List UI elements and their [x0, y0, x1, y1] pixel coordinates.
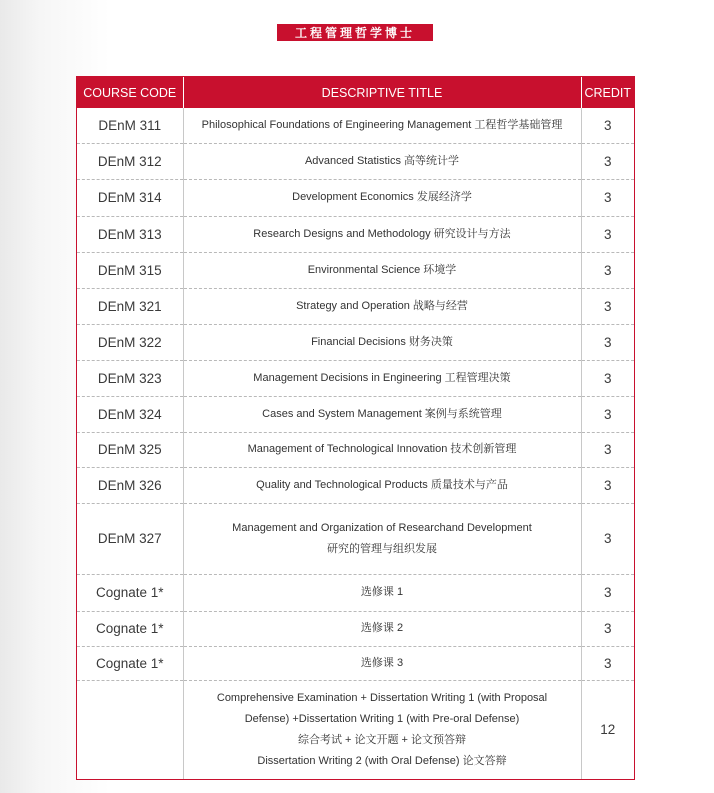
descriptive-title-cell	[183, 108, 581, 143]
table-row	[77, 503, 634, 574]
table-row	[77, 574, 634, 611]
course-code-cell	[77, 680, 183, 779]
course-code-cell: DEnM 326	[77, 467, 183, 503]
descriptive-title-cell	[183, 574, 581, 611]
header-descriptive-title: DESCRIPTIVE TITLE	[183, 77, 581, 108]
credit-cell: 3	[581, 360, 634, 396]
table-row	[77, 396, 634, 432]
course-code-cell: DEnM 325	[77, 432, 183, 467]
course-code-cell: DEnM 314	[77, 179, 183, 216]
table-row	[77, 432, 634, 467]
descriptive-title-cell	[183, 680, 581, 779]
descriptive-title-cell	[183, 252, 581, 288]
descriptive-title-cell	[183, 467, 581, 503]
title-line: Strategy and Operation 战略与经营	[296, 299, 468, 312]
title-line: Management Decisions in Engineering 工程管理决策	[253, 371, 511, 384]
header-course-code: COURSE CODE	[77, 77, 183, 108]
descriptive-title-cell	[183, 360, 581, 396]
course-code-cell: Cognate 1*	[77, 646, 183, 680]
course-code-cell: DEnM 311	[98, 117, 162, 133]
credit-cell: 3	[581, 432, 634, 467]
descriptive-title-cell	[183, 396, 581, 432]
descriptive-title-cell	[183, 646, 581, 680]
table-row	[77, 611, 634, 646]
course-code-cell: Cognate 1*	[77, 574, 183, 611]
credit-cell: 3	[581, 216, 634, 252]
table-row	[77, 252, 634, 288]
course-code-cell: DEnM 321	[77, 288, 183, 324]
course-code-cell: Cognate 1*	[77, 611, 183, 646]
title-line: Management and Organization of Researchand Development	[232, 521, 532, 534]
header-credit: CREDIT	[581, 77, 634, 108]
table-row	[77, 288, 634, 324]
table-row	[77, 467, 634, 503]
title-line: 选修课 1	[360, 586, 404, 598]
descriptive-title-cell	[183, 216, 581, 252]
title-line: Environmental Science 环境学	[307, 263, 457, 276]
course-code-cell: DEnM 327	[77, 503, 183, 574]
title-line: 研究的管理与组织发展	[327, 542, 437, 555]
table-row	[77, 646, 634, 680]
credit-cell: 3	[581, 646, 634, 680]
table-row	[77, 324, 634, 360]
credit-cell: 3	[581, 503, 634, 574]
credit-cell: 3	[581, 574, 634, 611]
table-header-row	[77, 77, 634, 108]
title-line: Research Designs and Methodology 研究设计与方法	[253, 227, 511, 240]
title-line: 选修课 3	[360, 656, 404, 669]
descriptive-title-cell	[183, 432, 581, 467]
credit-cell: 3	[581, 467, 634, 503]
course-code-cell: DEnM 323	[77, 360, 183, 396]
course-code-cell: DEnM 312	[77, 143, 183, 179]
title-line: Quality and Technological Products 质量技术与产品	[256, 478, 508, 491]
credit-cell: 3	[581, 108, 634, 143]
table-row	[77, 108, 634, 143]
title-line: Dissertation Writing 2 (with Oral Defense) 论文答辩	[257, 754, 507, 767]
descriptive-title-cell	[183, 324, 581, 360]
credit-cell: 3	[581, 288, 634, 324]
table-row	[77, 179, 634, 216]
table-row	[77, 360, 634, 396]
page-title: 工程管理哲学博士	[277, 24, 433, 41]
course-code-cell: DEnM 322	[77, 324, 183, 360]
descriptive-title-cell	[183, 179, 581, 216]
table-row	[77, 216, 634, 252]
course-code-cell: DEnM 324	[77, 396, 183, 432]
title-line: 综合考试 + 论文开题 + 论文预答辩	[297, 733, 467, 746]
title-line: Cases and System Management 案例与系统管理	[262, 407, 502, 420]
descriptive-title-cell	[183, 143, 581, 179]
table-row	[77, 143, 634, 179]
credit-cell: 12	[581, 680, 634, 779]
credit-cell: 3	[581, 179, 634, 216]
credit-cell: 3	[581, 143, 634, 179]
title-line: Philosophical Foundations of Engineering Management 工程哲学基础管理	[201, 118, 563, 131]
credit-cell: 3	[581, 324, 634, 360]
title-line: 选修课 2	[360, 622, 404, 634]
title-line: Defense) +Dissertation Writing 1 (with Pre-oral Defense)	[244, 712, 520, 725]
course-code-cell: DEnM 313	[77, 216, 183, 252]
course-table	[77, 77, 634, 779]
credit-cell: 3	[581, 611, 634, 646]
title-line: Comprehensive Examination + Dissertation Writing 1 (with Proposal	[216, 691, 548, 704]
descriptive-title-cell	[183, 611, 581, 646]
title-line: Financial Decisions 财务决策	[311, 335, 453, 348]
title-line: Management of Technological Innovation 技术创新管理	[247, 443, 517, 455]
course-code-cell: DEnM 315	[77, 252, 183, 288]
title-line: Development Economics 发展经济学	[292, 191, 472, 203]
descriptive-title-cell	[183, 503, 581, 574]
credit-cell: 3	[581, 252, 634, 288]
course-table-body	[77, 108, 634, 779]
title-line: Advanced Statistics 高等统计学	[304, 154, 460, 167]
credit-cell: 3	[581, 396, 634, 432]
table-row	[77, 680, 634, 779]
descriptive-title-cell	[183, 288, 581, 324]
course-table-container	[76, 76, 635, 780]
